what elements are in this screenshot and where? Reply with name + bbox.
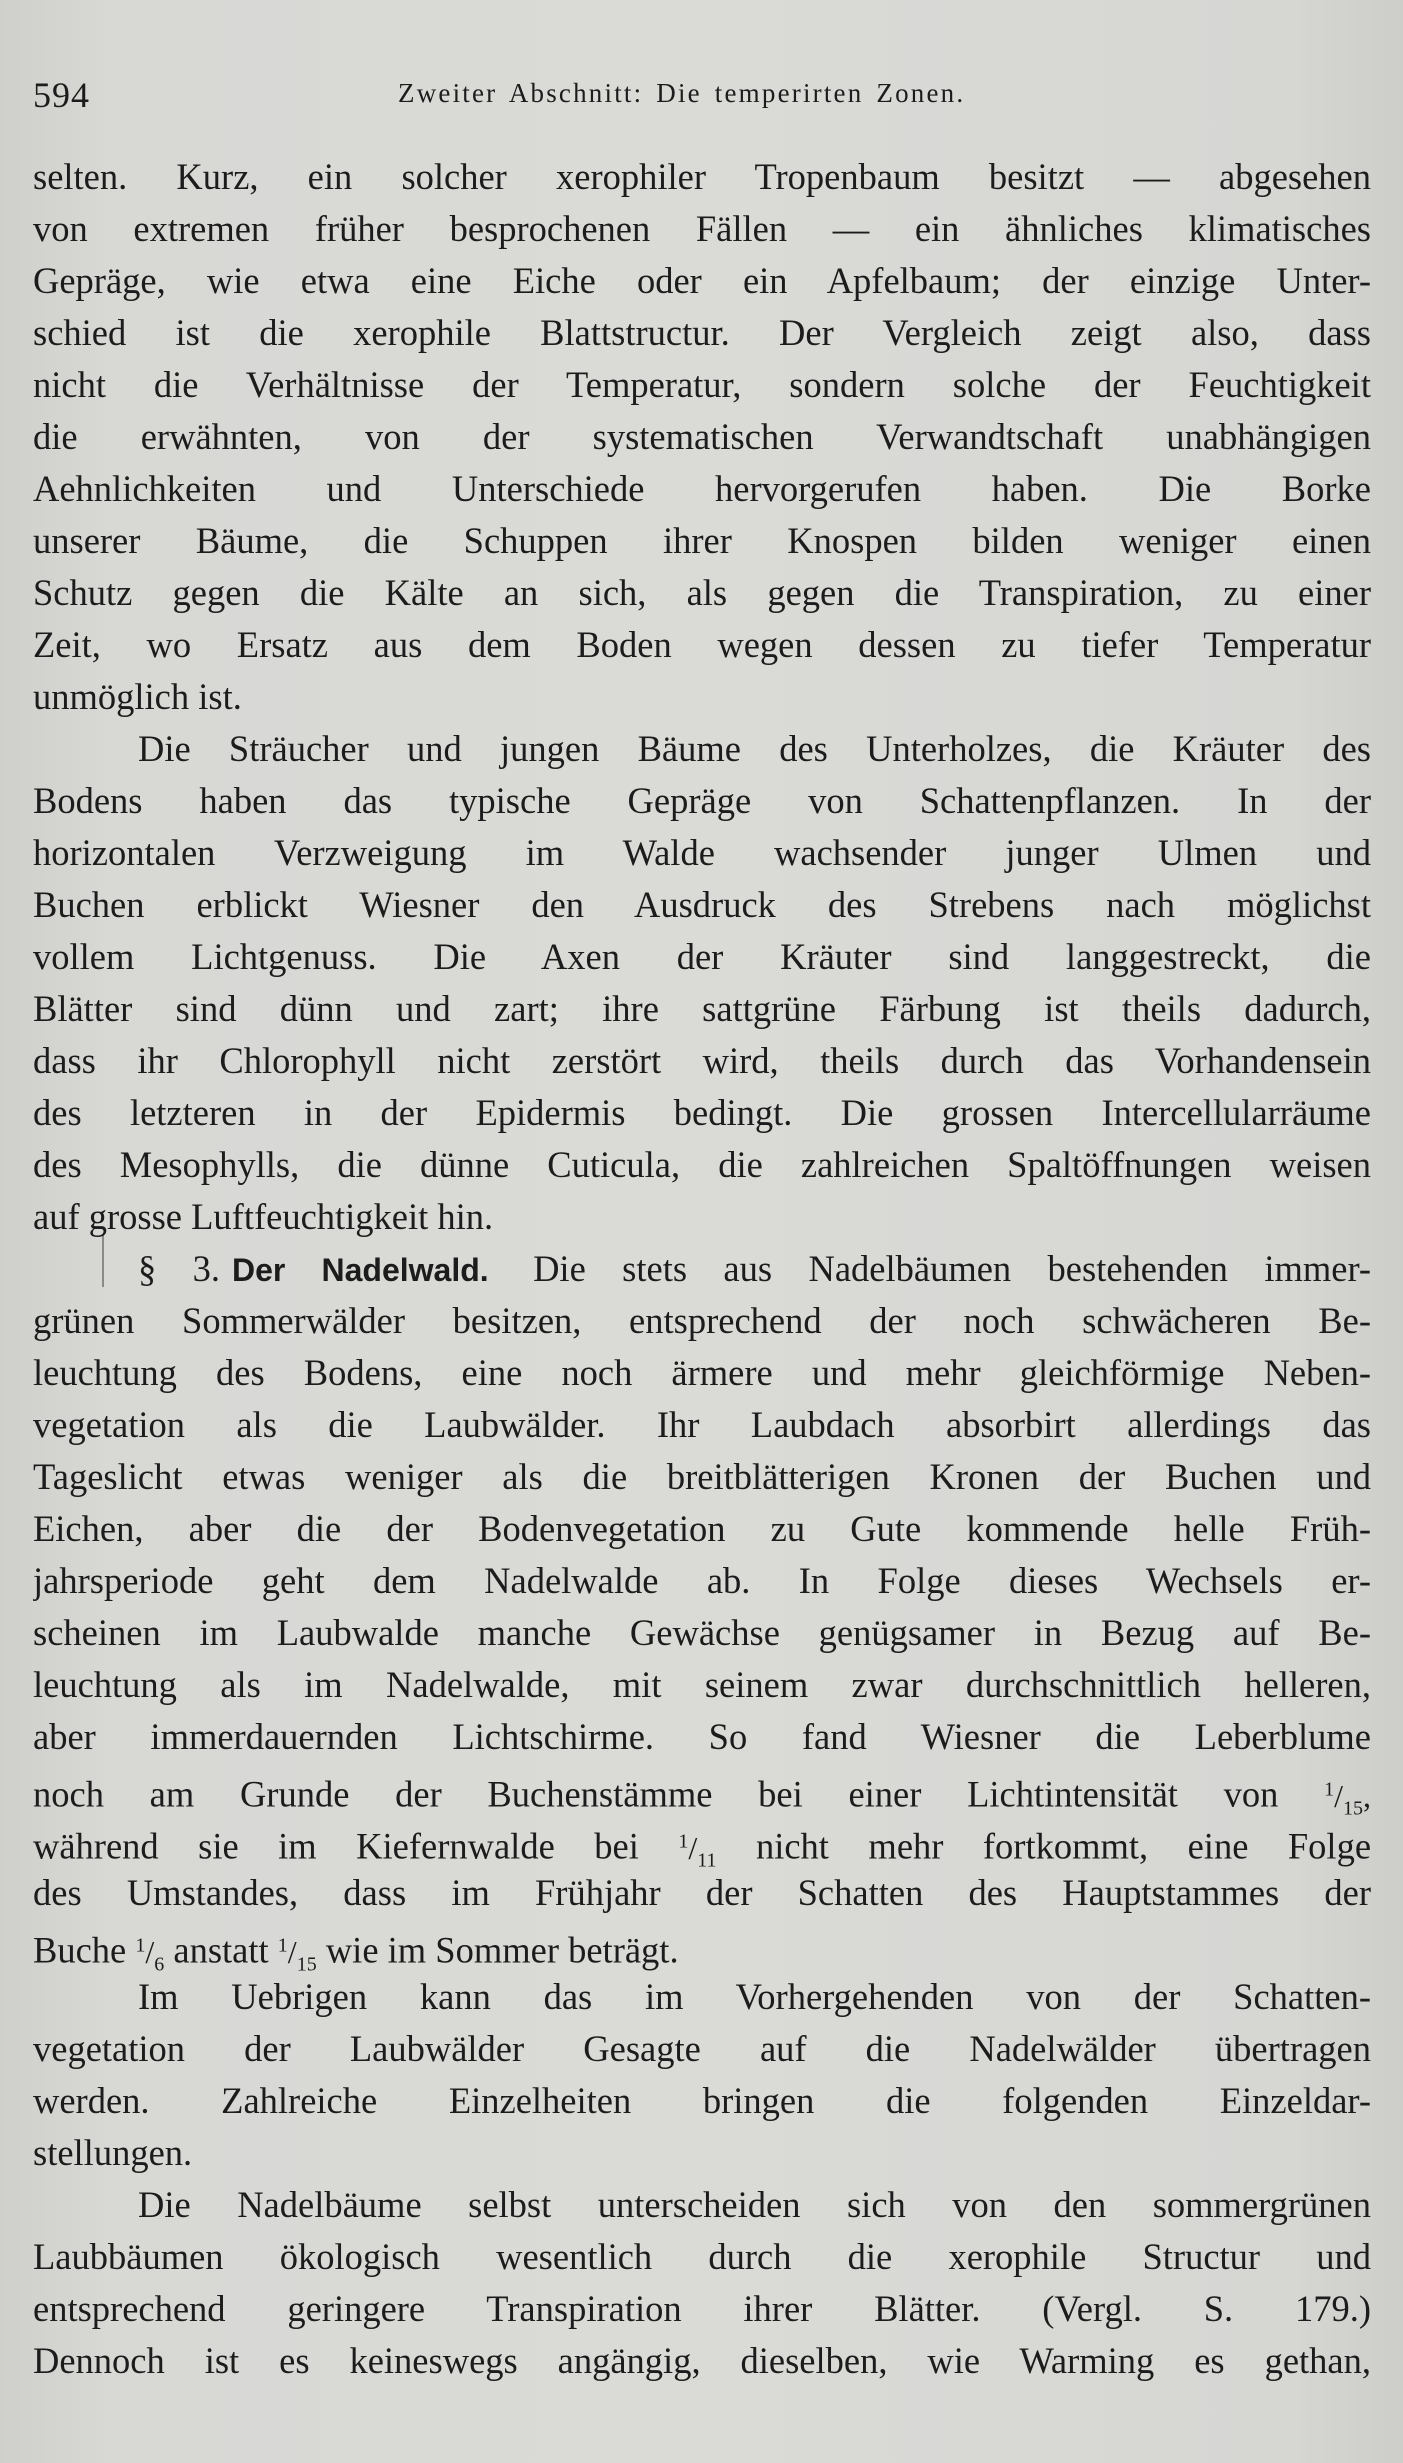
body-text bbox=[33, 151, 1371, 2387]
text-line: Laubbäumen ökologisch wesentlich durch die xerophile Structur und bbox=[33, 2236, 1371, 2277]
page-number: 594 bbox=[33, 75, 90, 115]
text-line: aber immerdauernden Lichtschirme. So fand Wiesner die Leberblume bbox=[33, 1716, 1371, 1757]
fraction-numerator: 1 bbox=[678, 1830, 689, 1852]
text-run: während sie im Kiefernwalde bei bbox=[33, 1825, 639, 1867]
fraction: $^1/_{15}$, bbox=[1324, 1778, 1371, 1814]
text-line: Tageslicht etwas weniger als die breitblätterigen Kronen der Buchen und bbox=[33, 1456, 1371, 1497]
text-line-with-fraction bbox=[33, 1919, 1371, 1971]
fraction: $^1/_{15}$ bbox=[278, 1934, 317, 1970]
text-line: Schutz gegen die Kälte an sich, als gegen die Transpiration, zu einer bbox=[33, 572, 1371, 613]
text-line: Im Uebrigen kann das im Vorhergehenden von der Schatten- bbox=[138, 1976, 1371, 2017]
fraction-denominator: 6 bbox=[154, 1953, 165, 1971]
text-line: vegetation der Laubwälder Gesagte auf die Nadelwälder übertragen bbox=[33, 2028, 1371, 2069]
fraction-numerator: 1 bbox=[1324, 1778, 1335, 1800]
fraction-denominator: 15 bbox=[1343, 1797, 1364, 1815]
text-run: Die stets aus Nadelbäumen bestehenden immer- bbox=[533, 1248, 1371, 1289]
text-line: Aehnlichkeiten und Unterschiede hervorgerufen haben. Die Borke bbox=[33, 468, 1371, 509]
fraction-denominator: 15 bbox=[296, 1953, 317, 1971]
text-line: horizontalen Verzweigung im Walde wachsender junger Ulmen und bbox=[33, 832, 1371, 873]
text-line: auf grosse Luftfeuchtigkeit hin. bbox=[33, 1196, 494, 1237]
text-line: Blätter sind dünn und zart; ihre sattgrüne Färbung ist theils dadurch, bbox=[33, 988, 1371, 1029]
section-number: § 3. bbox=[138, 1248, 221, 1289]
text-line: stellungen. bbox=[33, 2132, 193, 2173]
text-line: leuchtung des Bodens, eine noch ärmere und mehr gleichförmige Neben- bbox=[33, 1352, 1371, 1393]
fraction-numerator: 1 bbox=[135, 1934, 146, 1956]
text-line: unserer Bäume, die Schuppen ihrer Knospen bilden weniger einen bbox=[33, 520, 1371, 561]
section-heading-line bbox=[33, 1243, 1371, 1295]
text-line: Gepräge, wie etwa eine Eiche oder ein Apfelbaum; der einzige Unter- bbox=[33, 260, 1371, 301]
text-run: wie im Sommer beträgt. bbox=[325, 1929, 679, 1971]
text-line: vegetation als die Laubwälder. Ihr Laubdach absorbirt allerdings das bbox=[33, 1404, 1371, 1445]
text-line: vollem Lichtgenuss. Die Axen der Kräuter sind langgestreckt, die bbox=[33, 936, 1371, 977]
text-line: jahrsperiode geht dem Nadelwalde ab. In Folge dieses Wechsels er- bbox=[33, 1560, 1371, 1601]
text-line: des letzteren in der Epidermis bedingt. Die grossen Intercellularräume bbox=[33, 1092, 1371, 1133]
fraction: $^1/_6$ bbox=[135, 1934, 164, 1970]
text-line: entsprechend geringere Transpiration ihrer Blätter. (Vergl. S. 179.) bbox=[33, 2288, 1371, 2329]
fraction-denominator: 11 bbox=[697, 1849, 717, 1867]
text-line: Eichen, aber die der Bodenvegetation zu Gute kommende helle Früh- bbox=[33, 1508, 1371, 1549]
text-line: werden. Zahlreiche Einzelheiten bringen die folgenden Einzeldar- bbox=[33, 2080, 1371, 2121]
text-line: des Mesophylls, die dünne Cuticula, die zahlreichen Spaltöffnungen weisen bbox=[33, 1144, 1371, 1185]
text-line: Die Sträucher und jungen Bäume des Unterholzes, die Kräuter des bbox=[138, 728, 1371, 769]
text-line: selten. Kurz, ein solcher xerophiler Tropenbaum besitzt — abgesehen bbox=[33, 156, 1371, 197]
text-line: Die Nadelbäume selbst unterscheiden sich von den sommergrünen bbox=[138, 2184, 1371, 2225]
text-line: Buchen erblickt Wiesner den Ausdruck des Strebens nach möglichst bbox=[33, 884, 1371, 925]
text-line: von extremen früher besprochenen Fällen — ein ähnliches klimatisches bbox=[33, 208, 1371, 249]
text-line: schied ist die xerophile Blattstructur. Der Vergleich zeigt also, dass bbox=[33, 312, 1371, 353]
text-line: dass ihr Chlorophyll nicht zerstört wird, theils durch das Vorhandensein bbox=[33, 1040, 1371, 1081]
running-title: Zweiter Abschnitt: Die temperirten Zonen. bbox=[398, 78, 966, 108]
text-run: noch am Grunde der Buchenstämme bei einer Lichtintensität von bbox=[33, 1773, 1279, 1815]
text-line: grünen Sommerwälder besitzen, entsprechend der noch schwächeren Be- bbox=[33, 1300, 1371, 1341]
fraction-numerator: 1 bbox=[277, 1934, 288, 1956]
text-run: Buche bbox=[33, 1929, 127, 1971]
section-title: Der Nadelwald. bbox=[232, 1252, 489, 1288]
text-run: nicht mehr fortkommt, eine Folge bbox=[755, 1825, 1371, 1867]
text-line-with-fraction bbox=[33, 1763, 1371, 1815]
text-run: anstatt bbox=[173, 1929, 269, 1971]
text-line: des Umstandes, dass im Frühjahr der Schatten des Hauptstammes der bbox=[33, 1872, 1371, 1913]
text-line-with-fraction bbox=[33, 1815, 1371, 1867]
text-line: nicht die Verhältnisse der Temperatur, sondern solche der Feuchtigkeit bbox=[33, 364, 1371, 405]
running-head bbox=[33, 70, 1373, 120]
text-line: Dennoch ist es keineswegs angängig, dieselben, wie Warming es gethan, bbox=[33, 2340, 1371, 2381]
text-line: Bodens haben das typische Gepräge von Schattenpflanzen. In der bbox=[33, 780, 1371, 821]
text-line: unmöglich ist. bbox=[33, 676, 242, 717]
text-line: die erwähnten, von der systematischen Verwandtschaft unabhängigen bbox=[33, 416, 1371, 457]
fraction: $^1/_{11}$ bbox=[678, 1830, 716, 1866]
text-line: Zeit, wo Ersatz aus dem Boden wegen dessen zu tiefer Temperatur bbox=[33, 624, 1371, 665]
text-line: scheinen im Laubwalde manche Gewächse genügsamer in Bezug auf Be- bbox=[33, 1612, 1371, 1653]
text-line: leuchtung als im Nadelwalde, mit seinem zwar durchschnittlich helleren, bbox=[33, 1664, 1371, 1705]
